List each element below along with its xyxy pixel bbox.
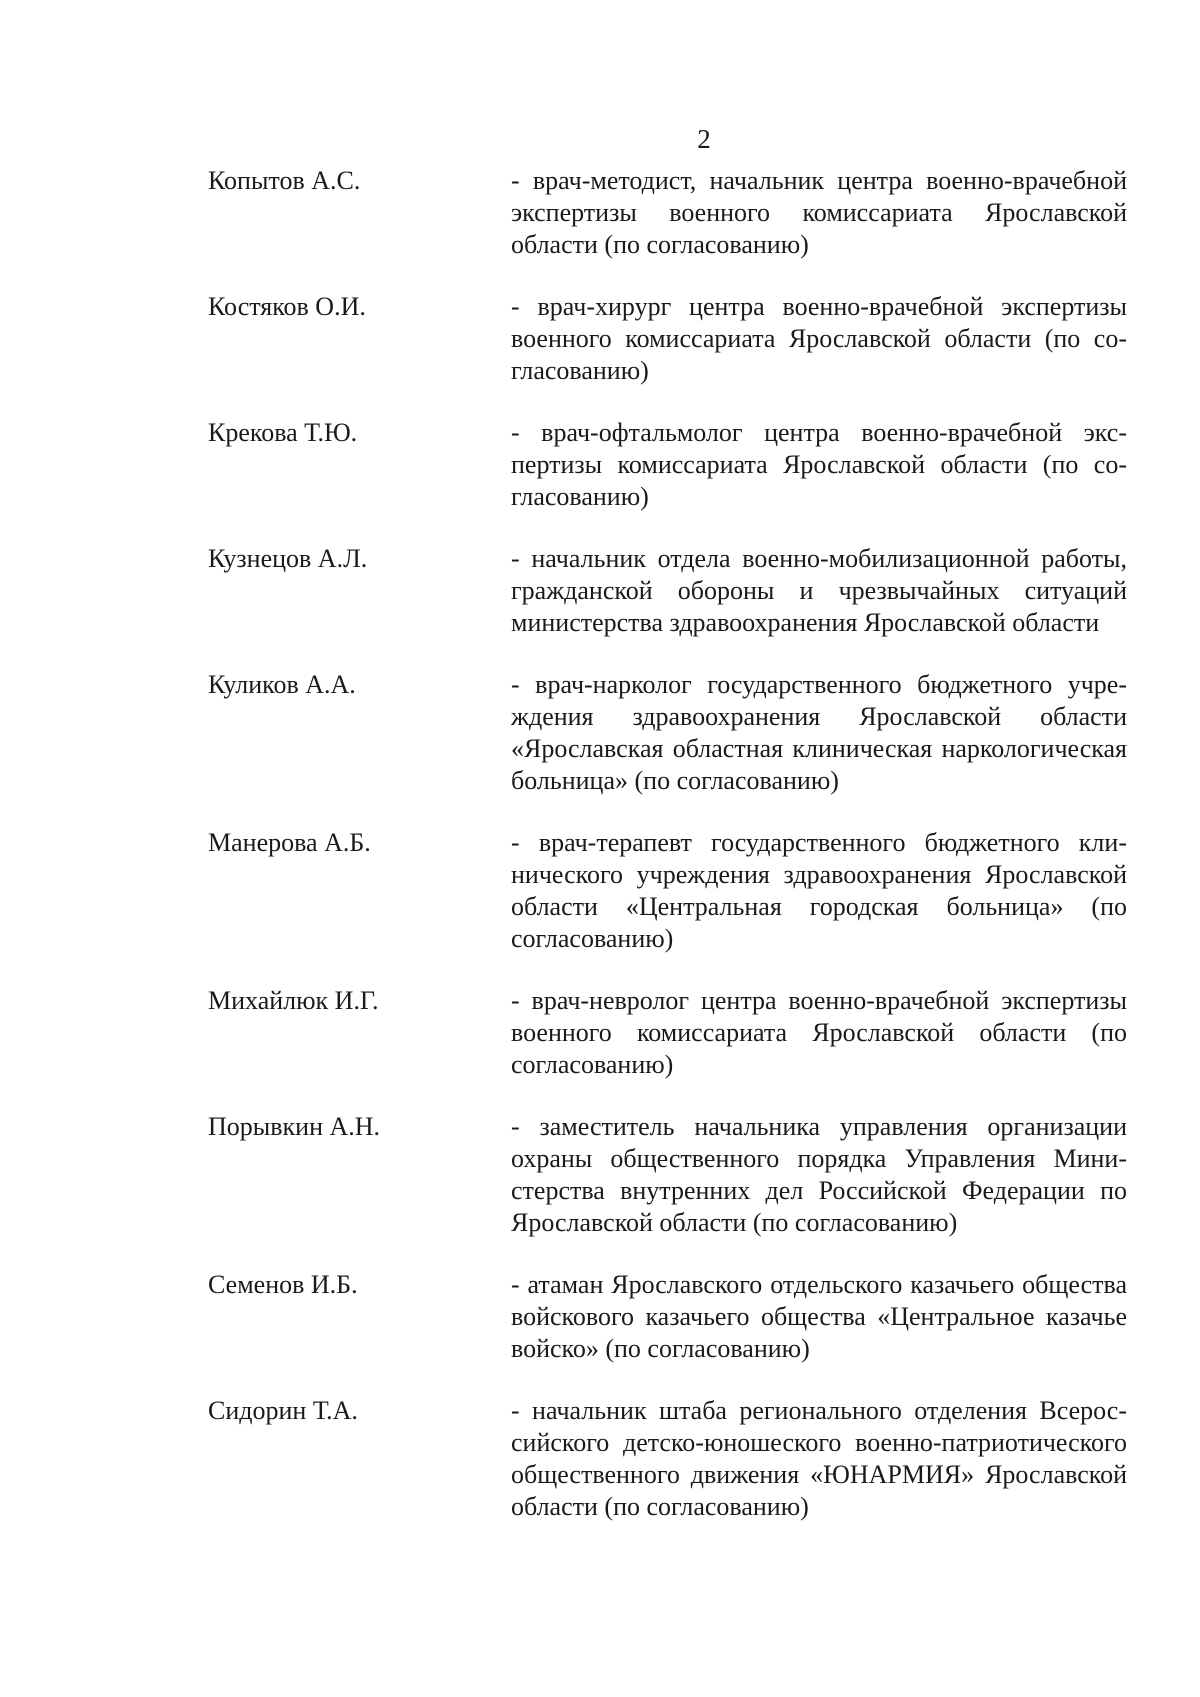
member-name: Семенов И.Б. — [208, 1270, 358, 1299]
page-number: 2 — [697, 124, 711, 154]
member-list — [208, 165, 1128, 1553]
list-item — [208, 417, 1128, 513]
member-name: Манерова А.Б. — [208, 828, 371, 857]
member-role: - врач-невролог центра военно-врачебной экспертизы военного комиссариата Ярославской области (по согласованию) — [511, 986, 1127, 1079]
member-role: - врач-методист, начальник центра военно-врачебной экспертизы военного комиссариата Ярославской области (по согласованию) — [511, 166, 1127, 259]
member-role: - врач-офтальмолог центра военно-врачебной экспертизы комиссариата Ярославской области (по согласованию) — [511, 418, 1127, 511]
member-role: - врач-нарколог государственного бюджетного учреждения здравоохранения Ярославской области «Ярославская областная клиническая наркологическая больница» (по согласованию) — [511, 670, 1127, 795]
list-item — [208, 291, 1128, 387]
member-role: - заместитель начальника управления организации охраны общественного порядка Управления Министерства внутренних дел Российской Федерации по Ярославской области (по согласованию) — [511, 1112, 1127, 1237]
member-name: Крекова Т.Ю. — [208, 418, 358, 447]
list-item — [208, 543, 1128, 639]
member-role: - начальник отдела военно-мобилизационной работы, гражданской обороны и чрезвычайных ситуаций министерства здравоохранения Ярославской области — [511, 544, 1127, 637]
list-item — [208, 827, 1128, 955]
member-name: Михайлюк И.Г. — [208, 986, 379, 1015]
list-item — [208, 1269, 1128, 1365]
list-item — [208, 1111, 1128, 1239]
member-name: Сидорин Т.А. — [208, 1396, 358, 1425]
list-item — [208, 669, 1128, 797]
member-name: Копытов А.С. — [208, 166, 361, 195]
member-role: - начальник штаба регионального отделения Всероссийского детско-юношеского военно-патриотического общественного движения «ЮНАРМИЯ» Ярославской области (по согласованию) — [511, 1396, 1127, 1521]
list-item — [208, 1395, 1128, 1523]
member-role: - врач-хирург центра военно-врачебной экспертизы военного комиссариата Ярославской области (по согласованию) — [511, 292, 1127, 385]
list-item — [208, 985, 1128, 1081]
list-item — [208, 165, 1128, 261]
member-role: - врач-терапевт государственного бюджетного клинического учреждения здравоохранения Ярославской области «Центральная городская больница» (по согласованию) — [511, 828, 1127, 953]
member-name: Куликов А.А. — [208, 670, 356, 699]
member-name: Кузнецов А.Л. — [208, 544, 368, 573]
member-name: Костяков О.И. — [208, 292, 366, 321]
member-name: Порывкин А.Н. — [208, 1112, 381, 1141]
member-role: - атаман Ярославского отдельского казачьего общества войскового казачьего общества «Центральное казачье войско» (по согласованию) — [511, 1270, 1127, 1363]
